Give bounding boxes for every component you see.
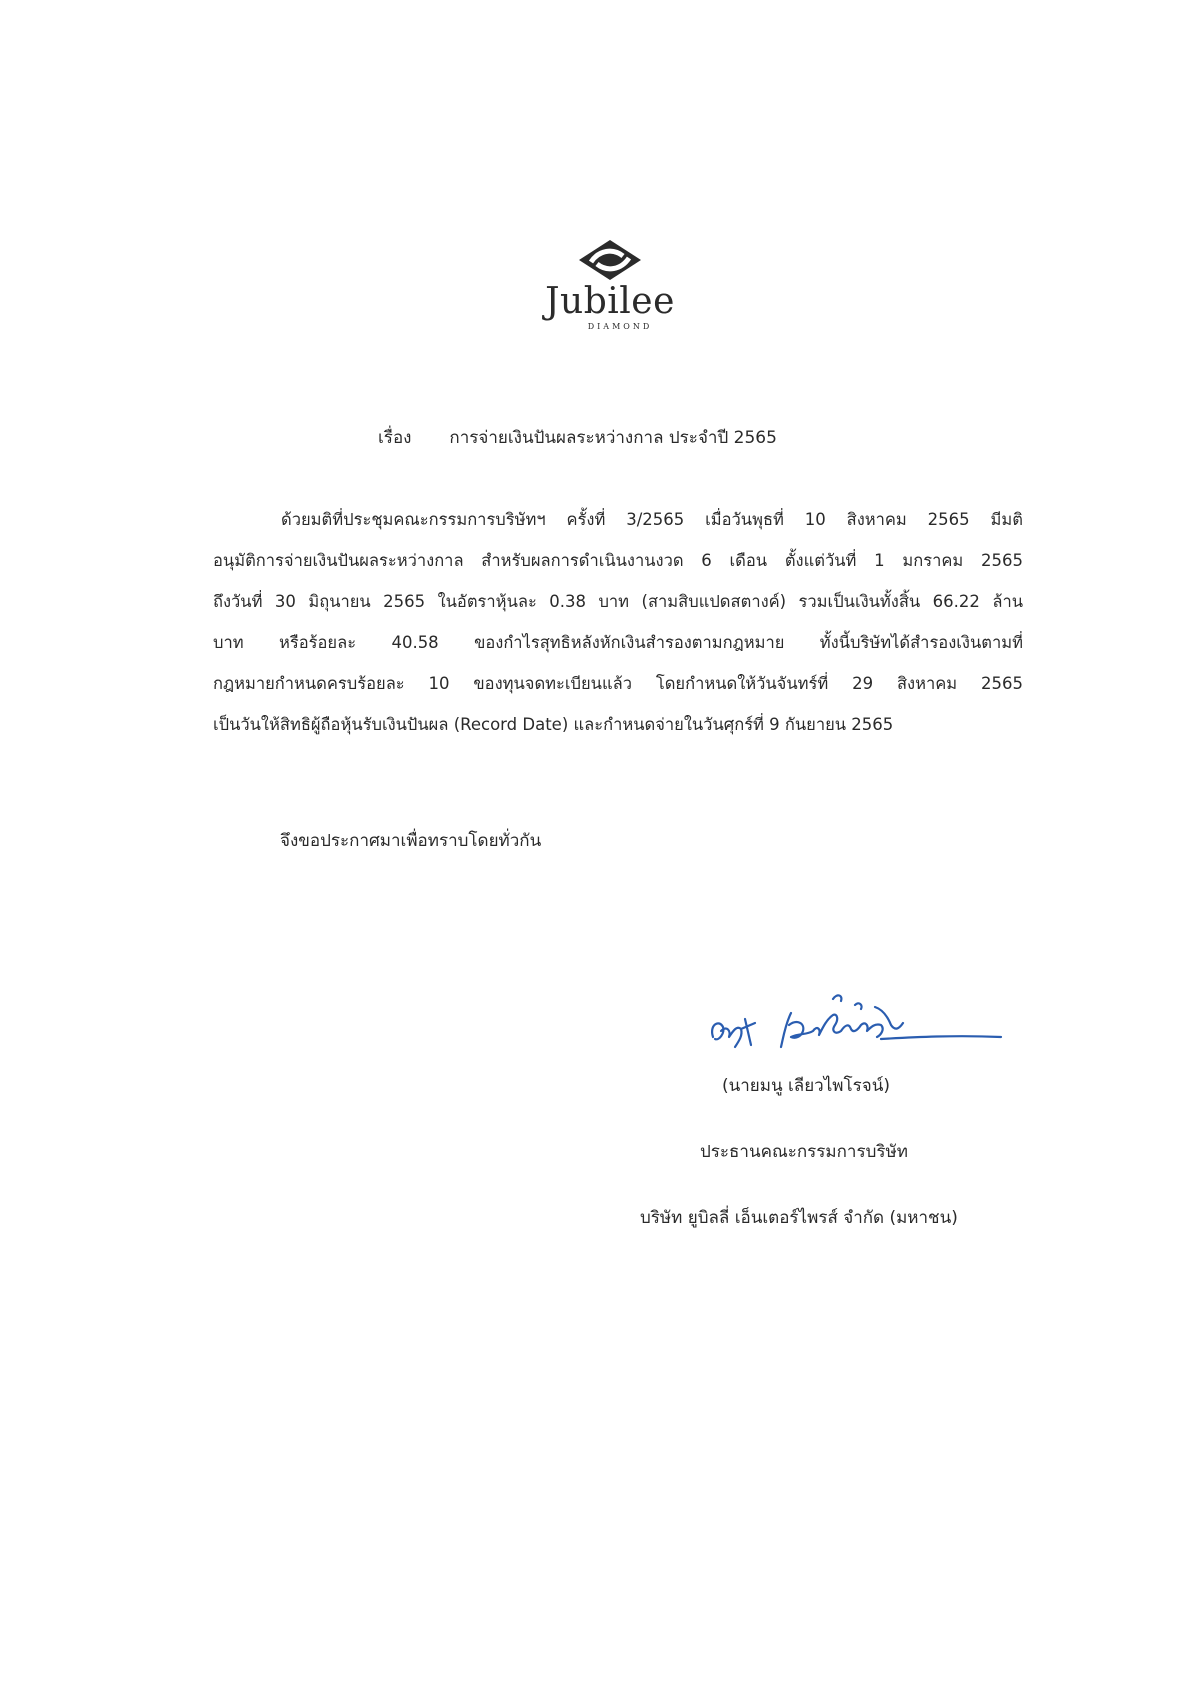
signatory-company: บริษัท ยูบิลลี่ เอ็นเตอร์ไพรส์ จำกัด (มหาชน)	[640, 1208, 958, 1228]
body-line: ด้วยมติที่ประชุมคณะกรรมการบริษัทฯ ครั้งที่ 3/2565 เมื่อวันพุธที่ 10 สิงหาคม 2565 มีมติ	[281, 510, 1023, 529]
body-line: ถึงวันที่ 30 มิถุนายน 2565 ในอัตราหุ้นละ 0.38 บาท (สามสิบแปดสตางค์) รวมเป็นเงินทั้งสิ้น 66.22 ล้าน	[213, 592, 1023, 611]
signatory-name: (นายมนู เลียวไพโรจน์)	[722, 1076, 890, 1096]
logo-wordmark: Jubilee	[545, 281, 675, 322]
subject-label: เรื่อง	[378, 428, 412, 448]
company-logo	[530, 238, 690, 348]
subject-text: การจ่ายเงินปันผลระหว่างกาล ประจำปี 2565	[449, 428, 777, 448]
body-line: เป็นวันให้สิทธิผู้ถือหุ้นรับเงินปันผล (Record Date) และกำหนดจ่ายในวันศุกร์ที่ 9 กันยายน 2565	[213, 715, 894, 734]
body-line: บาท หรือร้อยละ 40.58 ของกำไรสุทธิหลังหักเงินสำรองตามกฎหมาย ทั้งนี้บริษัทได้สำรองเงินตามที่	[213, 633, 1023, 652]
handwritten-signature	[705, 985, 1005, 1065]
body-line: กฎหมายกำหนดครบร้อยละ 10 ของทุนจดทะเบียนแล้ว โดยกำหนดให้วันจันทร์ที่ 29 สิงหาคม 2565	[213, 674, 1023, 693]
closing-statement: จึงขอประกาศมาเพื่อทราบโดยทั่วกัน	[280, 831, 542, 851]
announcement-body	[213, 499, 1023, 745]
signatory-title: ประธานคณะกรรมการบริษัท	[700, 1142, 908, 1162]
logo-subtitle: DIAMOND	[587, 322, 653, 331]
subject-line	[378, 424, 777, 451]
jubilee-diamond-mark-icon	[575, 238, 645, 282]
body-line: อนุมัติการจ่ายเงินปันผลระหว่างกาล สำหรับผลการดำเนินงานงวด 6 เดือน ตั้งแต่วันที่ 1 มกราคม 2565	[213, 551, 1023, 570]
